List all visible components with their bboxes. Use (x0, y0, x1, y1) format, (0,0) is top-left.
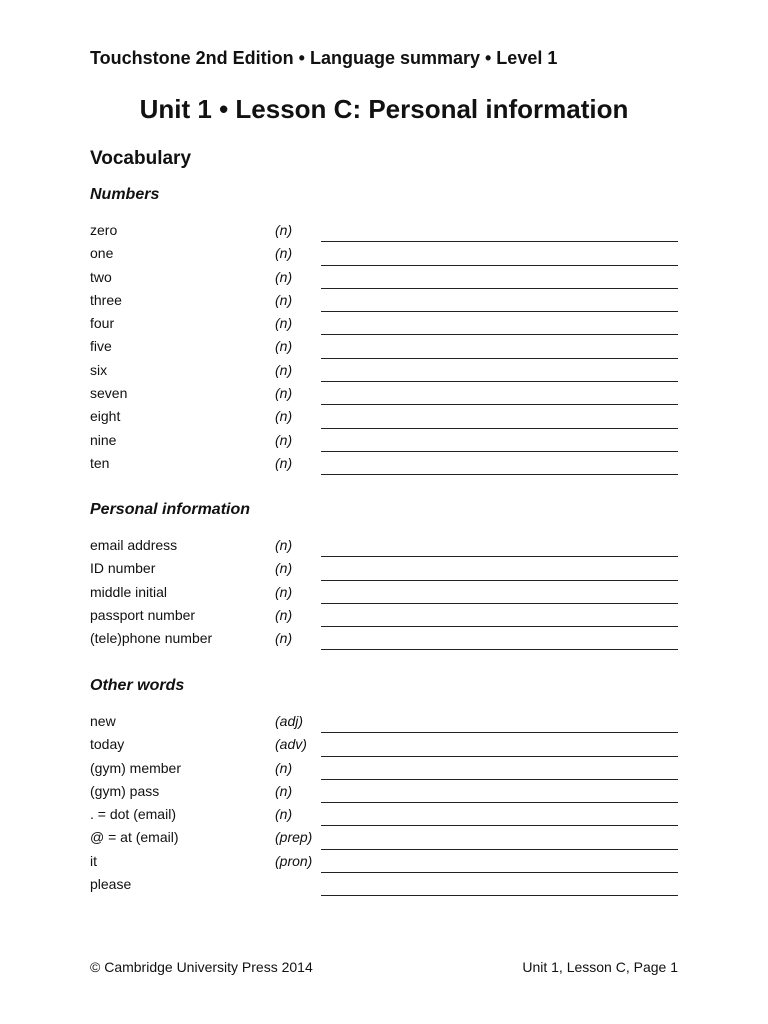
vocab-row (90, 452, 678, 475)
vocab-row (90, 359, 678, 382)
vocab-row (90, 627, 678, 650)
part-of-speech: (n) (275, 222, 293, 238)
vocab-row (90, 757, 678, 780)
vocab-row (90, 557, 678, 580)
part-of-speech: (n) (275, 245, 293, 262)
part-of-speech: (n) (275, 291, 293, 308)
vocab-row (90, 803, 678, 826)
vocab-row (90, 289, 678, 312)
copyright-footer: © Cambridge University Press 2014 (90, 959, 313, 975)
vocab-word: ten (90, 454, 110, 471)
vocab-word: it (90, 852, 97, 869)
part-of-speech: (n) (275, 537, 293, 553)
vocab-word: nine (90, 431, 117, 448)
vocab-row (90, 405, 678, 428)
vocab-row (90, 581, 678, 604)
part-of-speech: (n) (275, 361, 293, 378)
document-header: Touchstone 2nd Edition • Language summary • Level 1 (90, 48, 558, 68)
part-of-speech: (n) (275, 630, 293, 647)
part-of-speech: (n) (275, 782, 293, 799)
part-of-speech: (adv) (275, 736, 307, 753)
page-footer: Unit 1, Lesson C, Page 1 (522, 959, 678, 975)
vocab-row (90, 873, 678, 896)
part-of-speech: (n) (275, 385, 293, 402)
vocab-row (90, 429, 678, 452)
vocab-list-other-words (90, 710, 678, 896)
vocab-list-numbers (90, 219, 678, 475)
part-of-speech: (adj) (275, 713, 304, 729)
vocab-word: eight (90, 408, 121, 425)
vocab-word: zero (90, 222, 118, 238)
group-title-personal-information: Personal information (90, 501, 251, 518)
answer-line[interactable] (321, 895, 678, 896)
vocab-row (90, 335, 678, 358)
vocab-word: middle initial (90, 583, 168, 600)
part-of-speech: (n) (275, 583, 293, 600)
part-of-speech: (prep) (275, 829, 313, 846)
part-of-speech: (n) (275, 315, 293, 332)
vocab-row (90, 780, 678, 803)
vocab-word: two (90, 268, 112, 285)
vocab-row (90, 850, 678, 873)
vocab-word: (gym) member (90, 759, 182, 776)
vocab-row (90, 242, 678, 265)
part-of-speech: (n) (275, 454, 293, 471)
part-of-speech: (n) (275, 408, 293, 425)
vocab-word: ID number (90, 560, 156, 577)
vocab-word: four (90, 315, 115, 332)
vocab-word: seven (90, 385, 128, 402)
vocab-row (90, 219, 678, 242)
vocab-row (90, 534, 678, 557)
vocab-word: new (90, 713, 116, 729)
vocab-word: five (90, 338, 112, 355)
vocab-word: six (90, 361, 108, 378)
part-of-speech: (n) (275, 759, 293, 776)
part-of-speech: (n) (275, 560, 293, 577)
vocab-row (90, 382, 678, 405)
group-title-numbers: Numbers (90, 186, 160, 203)
vocab-word: please (90, 876, 132, 893)
vocab-word: one (90, 245, 114, 262)
vocab-word: three (90, 291, 122, 308)
vocab-word: today (90, 736, 125, 753)
answer-line[interactable] (321, 474, 678, 475)
answer-line[interactable] (321, 649, 678, 650)
vocab-word: (gym) pass (90, 782, 160, 799)
vocab-word: @ = at (email) (90, 829, 179, 846)
vocab-row (90, 733, 678, 756)
group-title-other-words: Other words (90, 677, 185, 694)
vocab-word: email address (90, 537, 178, 553)
vocab-list-personal-information (90, 534, 678, 650)
section-heading: Vocabulary (90, 148, 192, 169)
vocab-word: passport number (90, 606, 196, 623)
page-title: Unit 1 • Lesson C: Personal information (139, 94, 629, 124)
vocab-row (90, 266, 678, 289)
vocab-row (90, 826, 678, 849)
part-of-speech: (n) (275, 606, 293, 623)
vocab-row (90, 710, 678, 733)
part-of-speech: (n) (275, 338, 293, 355)
vocab-row (90, 312, 678, 335)
vocab-word: (tele)phone number (90, 630, 213, 647)
vocab-row (90, 604, 678, 627)
part-of-speech: (n) (275, 268, 293, 285)
part-of-speech: (pron) (275, 852, 313, 869)
part-of-speech: (n) (275, 806, 293, 823)
part-of-speech: (n) (275, 431, 293, 448)
vocab-word: . = dot (email) (90, 806, 176, 823)
